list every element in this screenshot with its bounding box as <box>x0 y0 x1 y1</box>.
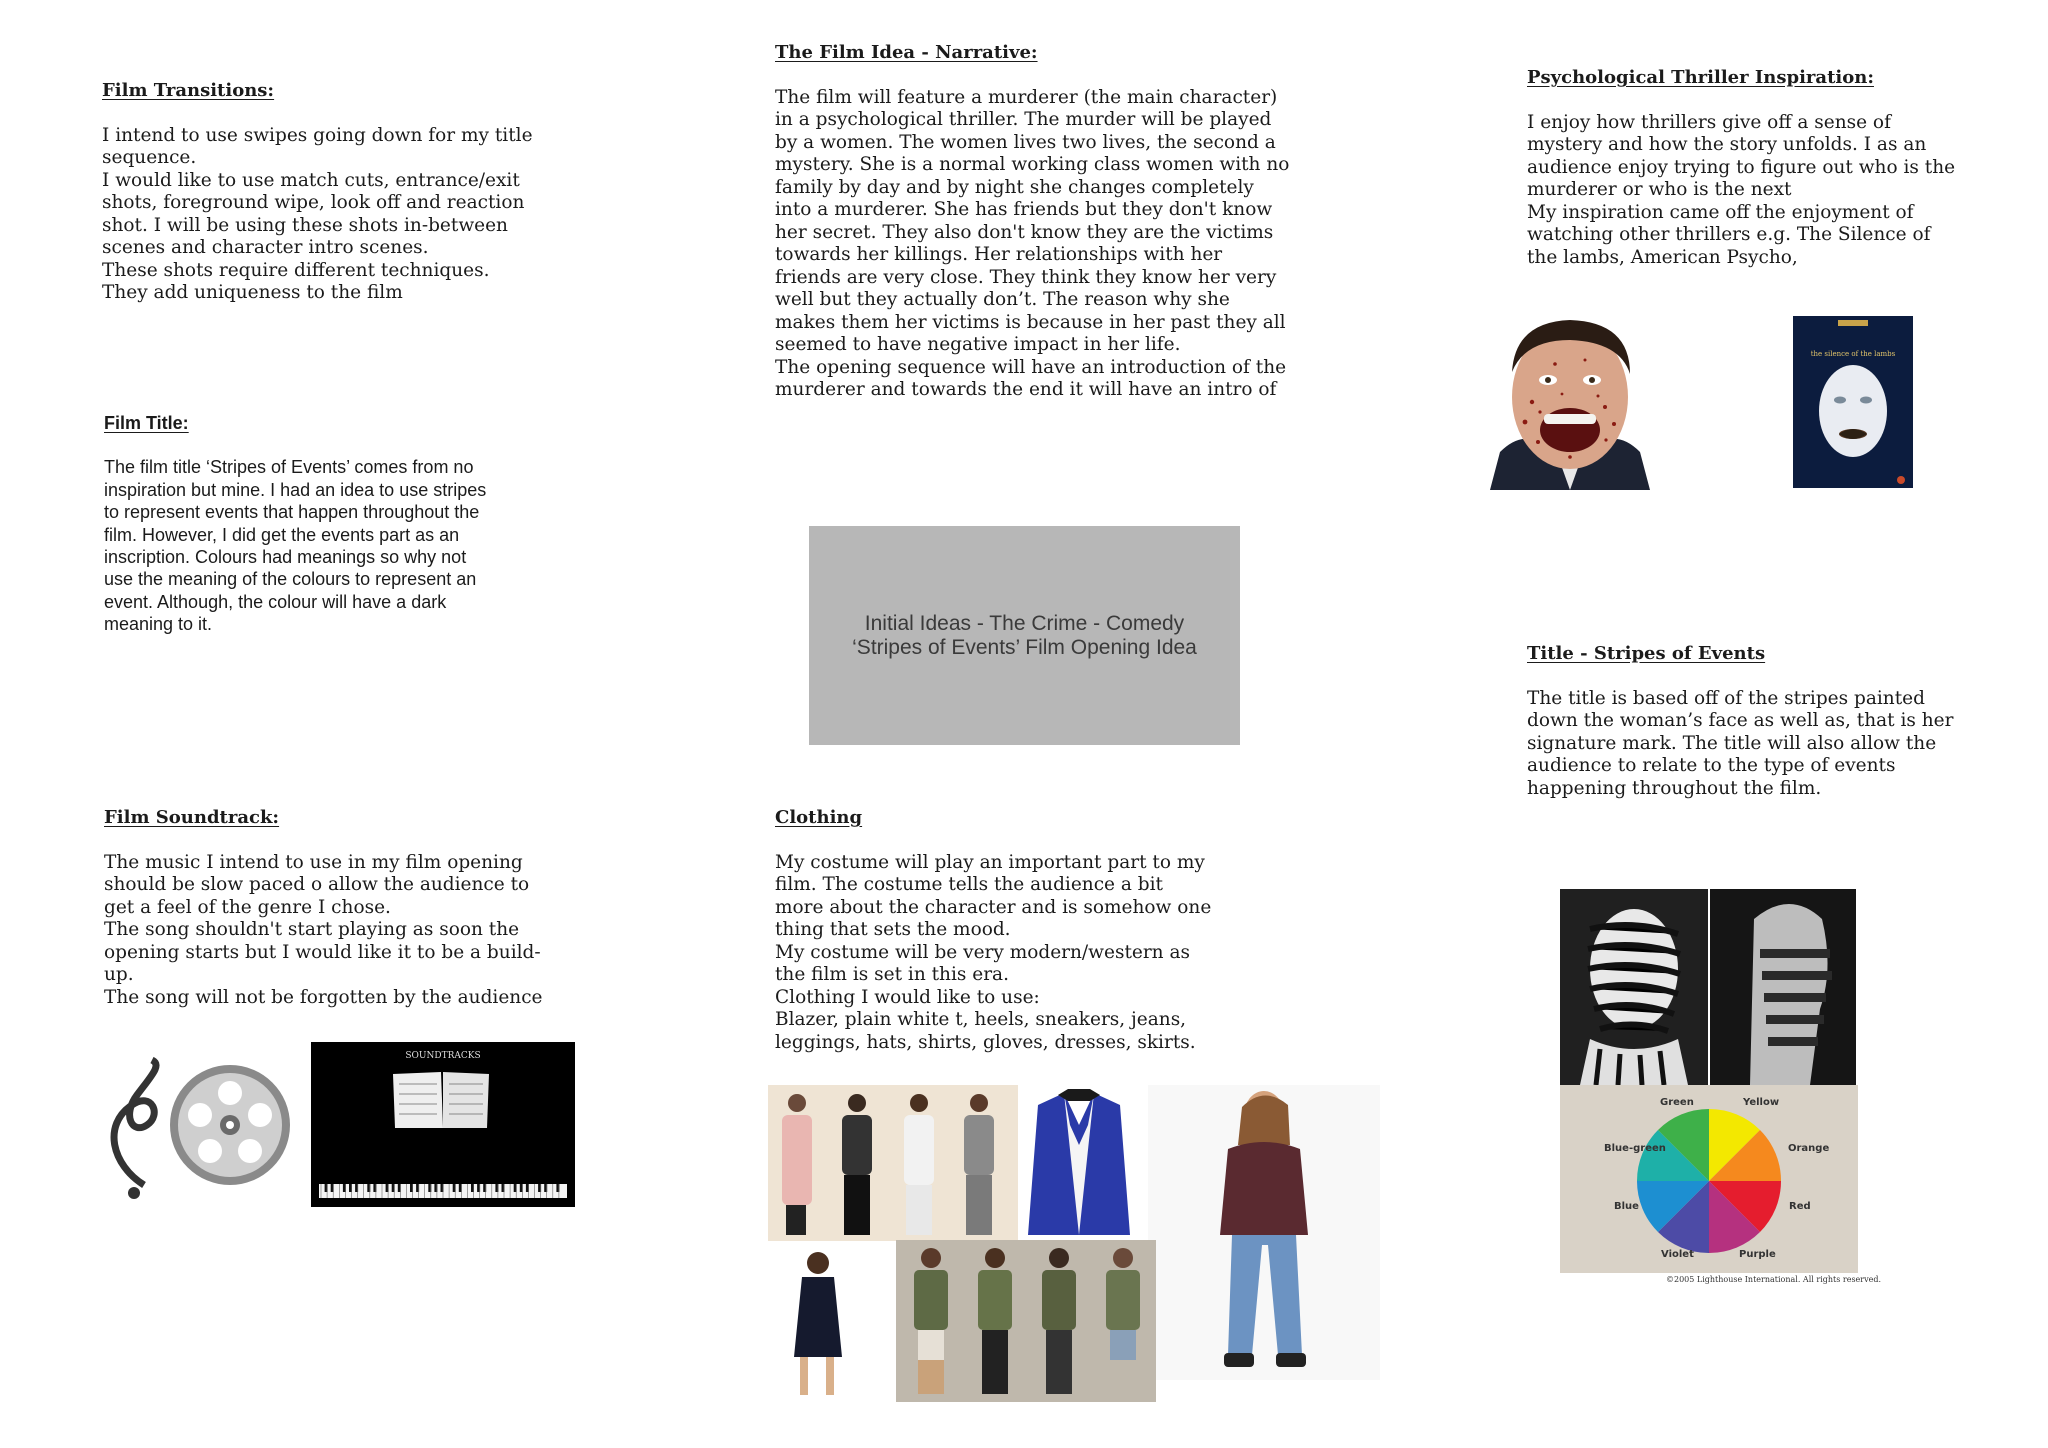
color-wheel-caption: ©2005 Lighthouse International. All rights reserved. <box>1666 1275 1882 1284</box>
soundtracks-label: SOUNDTRACKS <box>405 1051 481 1061</box>
text-line: I intend to use swipes going down for my title <box>102 124 533 146</box>
text-line: My costume will be very modern/western as <box>775 941 1190 963</box>
film-transitions-section <box>102 80 533 305</box>
text-line: meaning to it. <box>104 614 213 635</box>
text-line: event. Although, the colour will have a dark <box>104 591 447 612</box>
text-line: audience enjoy trying to figure out who is the <box>1527 156 1956 178</box>
text-line: seemed to have negative impact in her life. <box>775 334 1181 355</box>
text-line: I enjoy how thrillers give off a sense of <box>1527 111 1891 133</box>
thriller-inspiration-section <box>1527 67 1955 269</box>
text-line: more about the character and is somehow one <box>775 896 1212 918</box>
text-line: mystery and how the story unfolds. I as an <box>1527 134 1927 155</box>
text-line: up. <box>104 964 134 985</box>
text-line: to represent events that happen throughout the <box>104 502 480 523</box>
narrative-body <box>775 87 1289 402</box>
text-line: the film is set in this era. <box>775 964 1009 985</box>
wheel-label-red: Red <box>1789 1201 1811 1212</box>
text-line: use the meaning of the colours to represent an <box>104 569 477 590</box>
text-line: the lambs, American Psycho, <box>1527 246 1798 268</box>
text-line: scenes and character intro scenes. <box>102 237 429 258</box>
soundtrack-body <box>104 852 543 1010</box>
soundtrack-heading: Film Soundtrack: <box>104 807 280 828</box>
casual-outfit-image <box>1148 1085 1380 1380</box>
text-line: The opening sequence will have an introduction of the <box>775 356 1287 378</box>
text-line: shots, foreground wipe, look off and reaction <box>102 192 525 213</box>
text-line: The title is based off of the stripes painted <box>1527 687 1925 709</box>
text-line: family by day and by night she changes completely <box>775 176 1254 198</box>
blue-blazer-image <box>1018 1085 1140 1241</box>
title-stripes-heading: Title - Stripes of Events <box>1527 643 1766 664</box>
black-dress-image <box>768 1245 890 1405</box>
thriller-face-photo <box>1420 312 1712 490</box>
wheel-label-violet: Violet <box>1661 1249 1694 1260</box>
poster-title: the silence of the lambs <box>1810 350 1896 358</box>
text-line: They add uniqueness to the film <box>102 282 403 303</box>
text-line: I would like to use match cuts, entrance/exit <box>102 169 520 191</box>
text-line: should be slow paced o allow the audience to <box>104 874 530 895</box>
striped-face-photo-left <box>1560 889 1708 1085</box>
thriller-inspiration-body <box>1527 112 1955 270</box>
text-line: audience to relate to the type of events <box>1527 755 1896 776</box>
text-line: down the woman’s face as well as, that is her <box>1527 710 1954 731</box>
text-line: Clothing I would like to use: <box>775 986 1040 1008</box>
text-line: makes them her victims is because in her past they all <box>775 311 1286 333</box>
text-line: film. The costume tells the audience a bit <box>775 874 1163 895</box>
text-line: leggings, hats, shirts, gloves, dresses, skirts. <box>775 1031 1196 1053</box>
text-line: opening starts but I would like it to be a build- <box>104 941 541 963</box>
text-line: thing that sets the mood. <box>775 919 1011 940</box>
text-line: happening throughout the film. <box>1527 777 1822 799</box>
text-line: mystery. She is a normal working class women with no <box>775 154 1290 175</box>
initial-ideas-title-box <box>809 526 1240 745</box>
text-line: signature mark. The title will also allow the <box>1527 732 1937 754</box>
film-transitions-heading: Film Transitions: <box>102 80 275 101</box>
text-line: Blazer, plain white t, heels, sneakers, jeans, <box>775 1009 1187 1030</box>
narrative-section <box>775 42 1289 402</box>
wheel-label-purple: Purple <box>1739 1249 1776 1260</box>
initial-ideas-line1: Initial Ideas - The Crime - Comedy <box>864 611 1185 635</box>
title-stripes-section <box>1527 643 1953 800</box>
film-transitions-body <box>102 125 533 305</box>
text-line: My inspiration came off the enjoyment of <box>1527 201 1914 223</box>
text-line: her secret. They also don't know they are the victims <box>775 221 1274 243</box>
text-line: The film title ‘Stripes of Events’ comes from no <box>104 457 474 478</box>
wheel-label-blue: Blue <box>1614 1201 1639 1212</box>
text-line: The song will not be forgotten by the audience <box>104 986 543 1008</box>
text-line: into a murderer. She has friends but they don't know <box>775 199 1273 220</box>
film-title-section <box>104 412 486 636</box>
wheel-label-green: Green <box>1660 1097 1694 1108</box>
text-line: My costume will play an important part to my <box>775 851 1205 873</box>
text-line: well but they actually don’t. The reason why she <box>775 289 1230 310</box>
film-reel-image <box>92 1055 298 1205</box>
color-wheel-chart <box>1560 1085 1858 1273</box>
text-line: murderer or who is the next <box>1527 179 1792 200</box>
silence-of-lambs-poster <box>1793 316 1913 488</box>
text-line: The music I intend to use in my film opening <box>104 851 523 873</box>
film-title-body <box>104 456 486 635</box>
clothing-section <box>775 807 1211 1054</box>
text-line: The song shouldn't start playing as soon the <box>104 919 520 940</box>
text-line: The film will feature a murderer (the main character) <box>775 86 1278 108</box>
soundtracks-piano-image <box>311 1042 575 1207</box>
film-title-heading: Film Title: <box>104 413 189 433</box>
clothing-body <box>775 852 1211 1055</box>
wheel-label-orange: Orange <box>1788 1143 1830 1154</box>
wheel-label-blue-green: Blue-green <box>1604 1143 1666 1154</box>
title-stripes-body <box>1527 688 1953 801</box>
text-line: shot. I will be using these shots in-between <box>102 214 508 236</box>
soundtrack-section <box>104 807 543 1009</box>
text-line: get a feel of the genre I chose. <box>104 896 391 918</box>
clothing-heading: Clothing <box>775 807 863 828</box>
text-line: murderer and towards the end it will have an intro of <box>775 379 1277 400</box>
text-line: inscription. Colours had meanings so why not <box>104 547 467 568</box>
thriller-inspiration-heading: Psychological Thriller Inspiration: <box>1527 67 1874 88</box>
text-line: by a women. The women lives two lives, the second a <box>775 131 1276 153</box>
striped-face-photo-right <box>1710 889 1856 1085</box>
narrative-heading: The Film Idea - Narrative: <box>775 42 1038 63</box>
text-line: These shots require different techniques. <box>102 259 490 281</box>
outfits-collage-top <box>768 1085 1018 1241</box>
street-style-collage <box>896 1240 1156 1402</box>
wheel-label-yellow: Yellow <box>1743 1097 1780 1108</box>
text-line: watching other thrillers e.g. The Silence of <box>1527 224 1931 245</box>
text-line: inspiration but mine. I had an idea to use stripes <box>104 479 487 500</box>
text-line: towards her killings. Her relationships with her <box>775 244 1223 265</box>
text-line: friends are very close. They think they know her very <box>775 266 1277 288</box>
initial-ideas-line2: ‘Stripes of Events’ Film Opening Idea <box>852 635 1197 659</box>
text-line: sequence. <box>102 147 197 168</box>
text-line: in a psychological thriller. The murder will be played <box>775 109 1272 130</box>
text-line: film. However, I did get the events part as an <box>104 524 460 545</box>
